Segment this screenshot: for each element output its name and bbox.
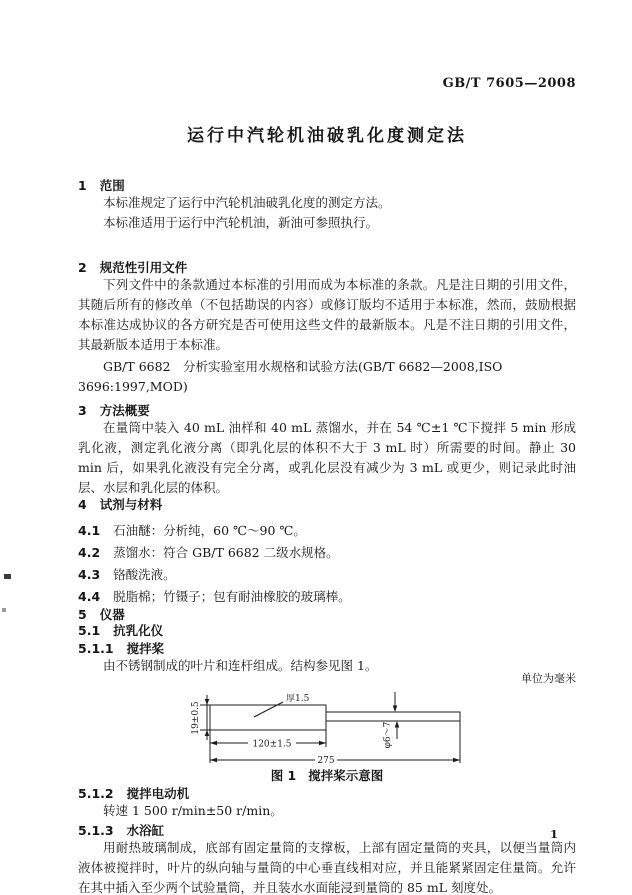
- clause-number: 5.1.2: [78, 786, 114, 801]
- clause-number: 4.4: [78, 589, 101, 604]
- section-number: 3: [78, 403, 87, 418]
- clause-number: 5.1.3: [78, 823, 114, 838]
- section-5-heading: [78, 608, 576, 622]
- section-number: 4: [78, 497, 87, 512]
- clause-number: 4.3: [78, 567, 101, 582]
- paragraph-method-summary: 在量筒中装入 40 mL 油样和 40 mL 蒸馏水，并在 54 ℃±1 ℃下搅拌 5 min 形成乳化液，测定乳化液分离（即乳化层的体积不大于 3 mL 时）所需要的时间。静止 30 min 后，如果乳化液没有完全分离，或乳化层没有减少为 3 mL 或更少，则记录此时油层、水层和乳化层的体积。: [78, 420, 576, 495]
- section-title: 范围: [99, 178, 125, 193]
- clause-number: 5.1.1: [78, 641, 114, 656]
- dim-blade-length: 120±1.5: [252, 739, 292, 750]
- document-title: 运行中汽轮机油破乳化度测定法: [187, 126, 467, 146]
- section-title: 规范性引用文件: [99, 260, 188, 275]
- reagents-list: [78, 520, 576, 608]
- figure-caption-title: 搅拌桨示意图: [308, 768, 384, 783]
- section-3-heading: [78, 404, 576, 418]
- section-1-heading: [78, 179, 576, 193]
- paragraph-stirring-motor: 转速 1 500 r/min±50 r/min。: [103, 803, 283, 818]
- clause-text: 脱脂棉；竹镊子；包有耐油橡胶的玻璃棒。: [113, 589, 351, 604]
- standard-code: GB/T 7605—2008: [442, 76, 576, 91]
- scan-artifact: [2, 608, 6, 612]
- clause-4-2: [78, 542, 576, 564]
- subsection-5-1-1-heading: [78, 642, 576, 656]
- clause-number: 4.1: [78, 523, 101, 538]
- paragraph-normative-refs: 下列文件中的条款通过本标准的引用而成为本标准的条款。凡是注日期的引用文件，其随后所有的修改单（不包括勘误的内容）或修订版均不适用于本标准，然而，鼓励根据本标准达成协议的各方研究是否可使用这些文件的最新版本。凡是不注日期的引用文件，其最新版本适用于本标准。: [78, 277, 576, 352]
- section-title: 试剂与材料: [99, 497, 163, 512]
- paddle-blade-outline: [210, 705, 326, 730]
- paddle-rod-outline: [326, 712, 460, 721]
- clause-text: 石油醚：分析纯，60 ℃～90 ℃。: [113, 523, 306, 538]
- dim-total-length: 275: [317, 756, 335, 766]
- paddle-schematic-drawing: [176, 686, 516, 768]
- clause-4-3: [78, 564, 576, 586]
- figure-caption-number: 图 1: [270, 768, 297, 783]
- paragraph-scope-2: 本标准适用于运行中汽轮机油，新油可参照执行。: [103, 215, 379, 230]
- section-number: 1: [78, 178, 87, 193]
- paragraph-water-bath: 用耐热玻璃制成，底部有固定量筒的支撑板，上部有固定量筒的夹具，以便当量筒内液体被搅拌时，叶片的纵向轴与量筒的中心垂直线相对应，并且能紧紧固定住量筒。允许在其中插入至少两个试验量筒，并且装水水面能浸到量筒的 85 mL 刻度处。: [78, 840, 576, 895]
- section-title: 方法概要: [99, 403, 150, 418]
- subsection-5-1-3-heading: [78, 824, 576, 838]
- paragraph-stirring-paddle: 由不锈钢制成的叶片和连杆组成。结构参见图 1。: [103, 658, 378, 673]
- figure-stirring-paddle-diagram: [176, 686, 516, 768]
- clause-number: 5.1: [78, 623, 101, 638]
- referenced-standard: GB/T 6682 分析实验室用水规格和试验方法(GB/T 6682—2008,ISO 3696:1997,MOD): [78, 359, 503, 394]
- page-content: [78, 0, 576, 895]
- figure-caption: [78, 768, 576, 783]
- clause-title: 搅拌桨: [126, 641, 165, 656]
- figure-unit-note: 单位为毫米: [521, 672, 576, 685]
- clause-title: 搅拌电动机: [126, 786, 190, 801]
- dim-thickness: 厚1.5: [286, 694, 310, 704]
- clause-4-1: [78, 520, 576, 542]
- paragraph-scope-1: 本标准规定了运行中汽轮机油破乳化度的测定方法。: [103, 195, 391, 210]
- clause-text: 铬酸洗液。: [113, 567, 176, 582]
- dim-blade-height: 19±0.5: [191, 701, 201, 735]
- section-number: 5: [78, 607, 87, 622]
- subsection-5-1-heading: [78, 624, 576, 638]
- clause-title: 抗乳化仪: [113, 623, 164, 638]
- page-number: 1: [549, 827, 558, 841]
- section-title: 仪器: [99, 607, 125, 622]
- section-number: 2: [78, 260, 87, 275]
- clause-4-4: [78, 586, 576, 608]
- clause-text: 蒸馏水：符合 GB/T 6682 二级水规格。: [113, 545, 339, 560]
- scan-artifact: [4, 574, 11, 579]
- clause-number: 4.2: [78, 545, 101, 560]
- subsection-5-1-2-heading: [78, 787, 576, 801]
- dim-rod-diameter: φ6～7: [383, 721, 393, 749]
- section-2-heading: [78, 261, 576, 275]
- section-4-heading: [78, 498, 576, 512]
- clause-title: 水浴缸: [126, 823, 165, 838]
